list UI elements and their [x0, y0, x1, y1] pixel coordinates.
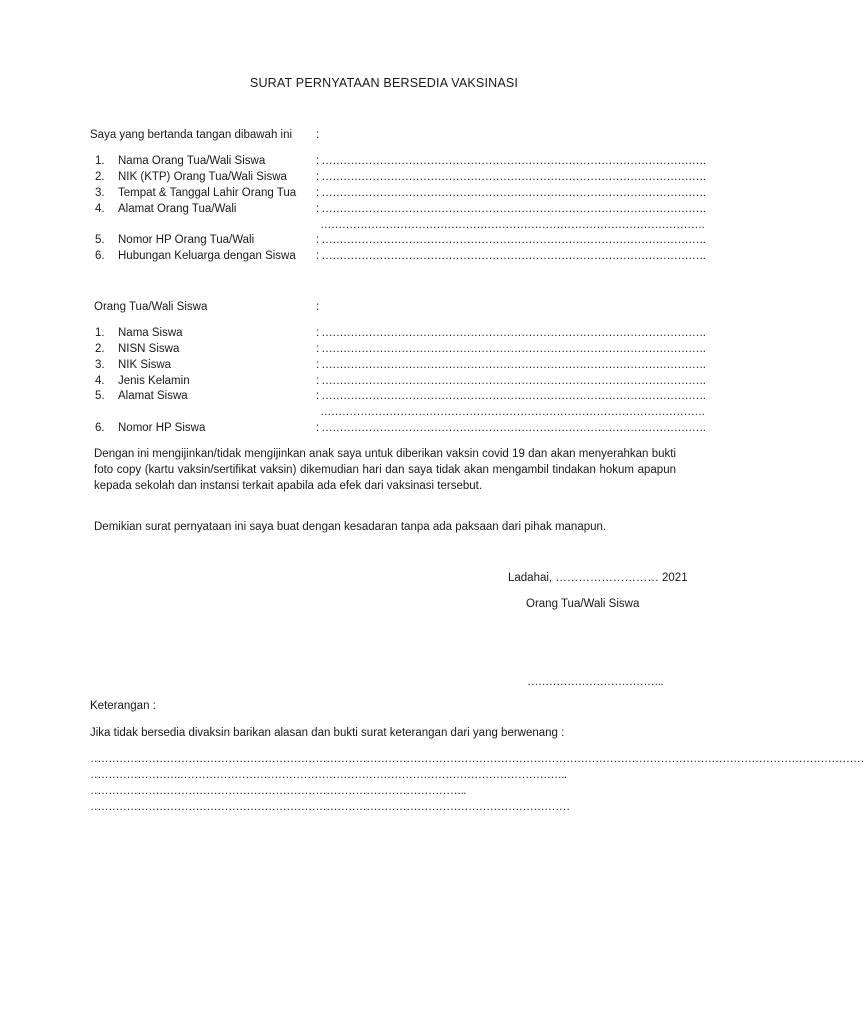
notes-instruction: Jika tidak bersedia divaksin barikan alasan dan bukti surat keterangan dari yang berwenang :	[90, 727, 565, 739]
field-value-student-name[interactable]: : …………………………………………………………………………………………….	[316, 327, 706, 339]
field-number: 2.	[95, 343, 105, 355]
field-label-student-phone: Nomor HP Siswa	[118, 422, 206, 434]
field-number: 1.	[95, 155, 105, 167]
notes-line[interactable]: ……………………………………………………………………………………………………………………………………………………………………………………………	[90, 753, 864, 765]
field-number: 5.	[95, 390, 105, 402]
field-label-parent-nik: NIK (KTP) Orang Tua/Wali Siswa	[118, 171, 287, 183]
signature-name-line[interactable]: ………………………………..	[527, 676, 663, 688]
field-label-parent-birth: Tempat & Tanggal Lahir Orang Tua	[118, 187, 297, 199]
field-number: 4.	[95, 375, 105, 387]
signature-role: Orang Tua/Wali Siswa	[526, 598, 640, 610]
field-value-parent-phone[interactable]: : …………………………………………………………………………………………….	[316, 234, 706, 246]
field-label-parent-name: Nama Orang Tua/Wali Siswa	[118, 155, 266, 167]
field-number: 3.	[95, 187, 105, 199]
intro-label: Saya yang bertanda tangan dibawah ini	[90, 129, 293, 141]
field-value-student-phone[interactable]: : …………………………………………………………………………………………….	[316, 422, 706, 434]
field-value-student-address[interactable]: : …………………………………………………………………………………………….	[316, 390, 706, 402]
consent-paragraph: Dengan ini mengijinkan/tidak mengijinkan anak saya untuk diberikan vaksin covid 19 dan akan menyerahkan bukti foto copy (kartu vaksin/sertifikat vaksin) dikemudian hari dan saya tidak akan mengambil tindakan hokum apapun kepada sekolah dan instansi terkait apabila ada efek dari vaksinasi tersebut.	[94, 448, 676, 492]
closing-paragraph: Demikian surat pernyataan ini saya buat dengan kesadaran tanpa ada paksaan dari pihak manapun.	[94, 521, 607, 533]
field-value-family-relation[interactable]: : …………………………………………………………………………………………….	[316, 250, 706, 262]
field-value-parent-address[interactable]: : …………………………………………………………………………………………….	[316, 203, 706, 215]
field-value-student-nik[interactable]: : …………………………………………………………………………………………….	[316, 359, 706, 371]
student-section-label: Orang Tua/Wali Siswa	[94, 301, 208, 313]
field-value-student-gender[interactable]: : …………………………………………………………………………………………….	[316, 375, 706, 387]
field-number: 4.	[95, 203, 105, 215]
field-label-student-name: Nama Siswa	[118, 327, 183, 339]
field-number: 5.	[95, 234, 105, 246]
field-value-parent-name[interactable]: : …………………………………………………………………………………………….	[316, 155, 706, 167]
field-label-family-relation: Hubungan Keluarga dengan Siswa	[118, 250, 296, 262]
student-section-colon: :	[316, 301, 320, 313]
signature-place-date: Ladahai, ……………………… 2021	[508, 572, 688, 584]
field-value-student-address-cont[interactable]: …………………………………………………………………………………………….	[320, 406, 705, 418]
field-label-student-gender: Jenis Kelamin	[118, 375, 190, 387]
field-number: 6.	[95, 422, 105, 434]
field-value-parent-birth[interactable]: : …………………………………………………………………………………………….	[316, 187, 706, 199]
field-number: 2.	[95, 171, 105, 183]
notes-line[interactable]: …………………………………………………………………………………………..	[90, 785, 466, 797]
field-label-parent-phone: Nomor HP Orang Tua/Wali	[118, 234, 255, 246]
field-number: 6.	[95, 250, 105, 262]
field-value-parent-address-cont[interactable]: …………………………………………………………………………………………….	[320, 219, 705, 231]
field-label-student-nik: NIK Siswa	[118, 359, 172, 371]
field-label-student-address: Alamat Siswa	[118, 390, 188, 402]
field-value-student-nisn[interactable]: : …………………………………………………………………………………………….	[316, 343, 706, 355]
field-label-parent-address: Alamat Orang Tua/Wali	[118, 203, 237, 215]
field-number: 1.	[95, 327, 105, 339]
notes-heading: Keterangan :	[90, 700, 156, 712]
notes-line[interactable]: ……………………………………………………………………………………………………………………	[90, 801, 570, 813]
field-label-student-nisn: NISN Siswa	[118, 343, 180, 355]
document-title: SURAT PERNYATAAN BERSEDIA VAKSINASI	[249, 76, 519, 90]
intro-colon: :	[316, 129, 320, 141]
field-value-parent-nik[interactable]: : …………………………………………………………………………………………….	[316, 171, 706, 183]
field-number: 3.	[95, 359, 105, 371]
notes-line[interactable]: …………………….……………………………………………………………………………………………..	[90, 769, 567, 781]
